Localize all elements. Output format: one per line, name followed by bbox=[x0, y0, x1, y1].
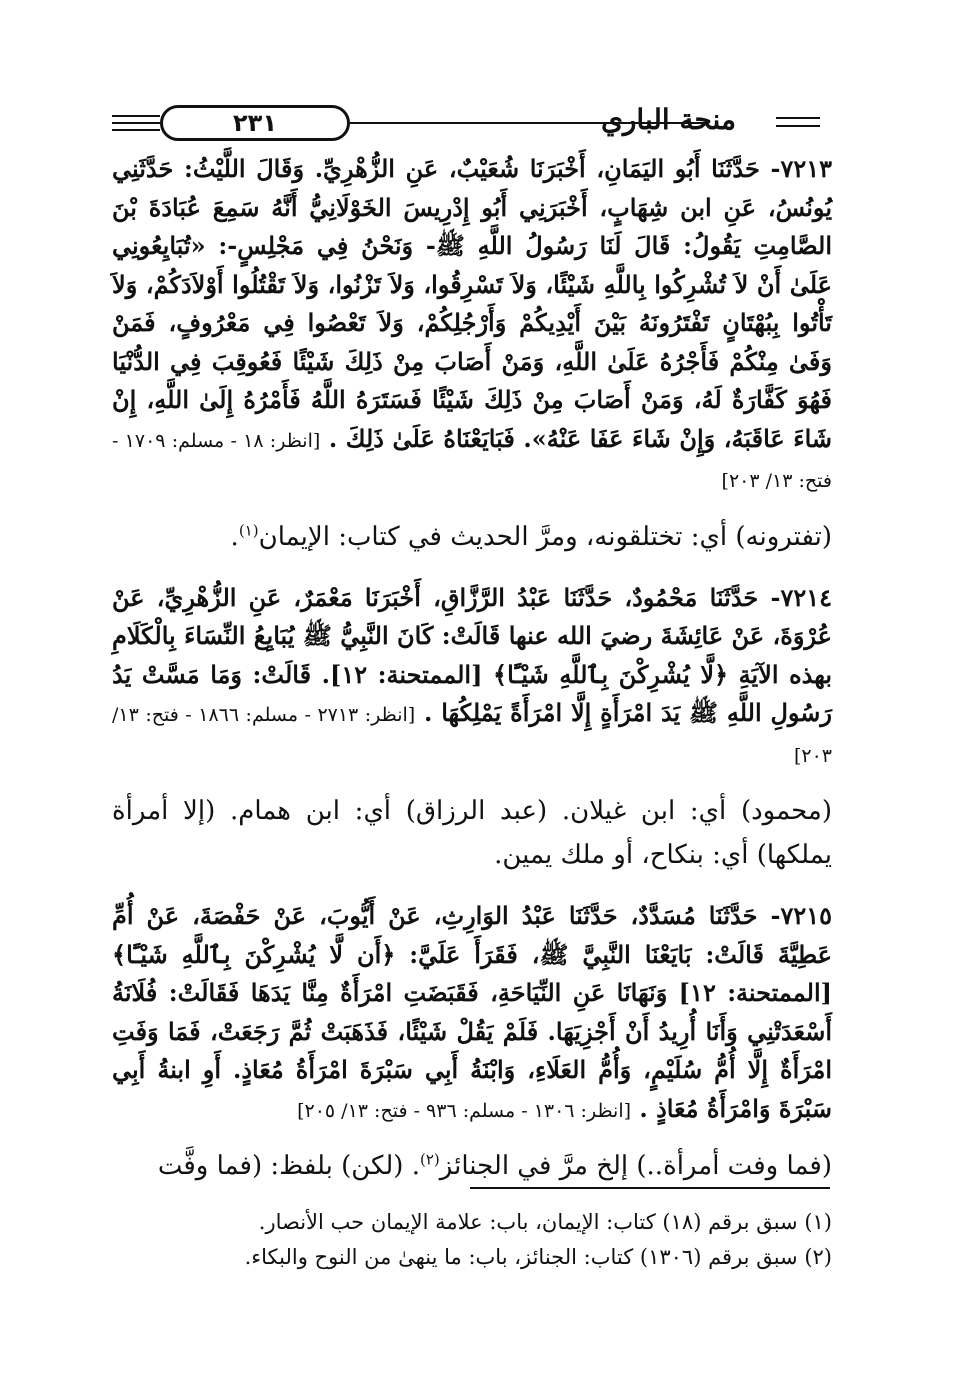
hadith-reference: [انظر: ١٣٠٦ - مسلم: ٩٣٦ - فتح: ١٣/ ٢٠٥] bbox=[297, 1099, 632, 1122]
commentary-text: (تفترونه) أي: تختلقونه، ومرَّ الحديث في كتاب: الإيمان bbox=[258, 521, 832, 552]
footnote-2: (٢) سبق برقم (١٣٠٦) كتاب: الجنائز، باب: ما ينهىٰ من النوح والبكاء. bbox=[244, 1245, 832, 1269]
header-rule-left-top bbox=[112, 115, 160, 117]
header-rule-right-top bbox=[776, 117, 820, 119]
footnote-marker-2: (٢) bbox=[419, 1150, 440, 1169]
page-header bbox=[112, 95, 828, 149]
footnote-1: (١) سبق برقم (١٨) كتاب: الإيمان، باب: علامة الإيمان حب الأنصار. bbox=[258, 1210, 832, 1234]
commentary-7213 bbox=[112, 515, 832, 559]
header-rule-left-bottom bbox=[112, 129, 160, 131]
commentary-end: . bbox=[230, 521, 239, 552]
book-title: منحة الباري bbox=[600, 103, 736, 136]
commentary-text: (محمود) أي: ابن غيلان. (عبد الرزاق) أي: ابن همام. (إلا أمرأة يملكها) أي: بنكاح، أو ملك يمين. bbox=[112, 796, 832, 870]
header-rule-right-bottom bbox=[776, 125, 820, 127]
hadith-7215 bbox=[112, 897, 832, 1130]
hadith-text: ٧٢١٤- حَدَّثَنَا مَحْمُودٌ، حَدَّثَنَا عَبْدُ الرَّزَّاقِ، أَخْبَرَنَا مَعْمَرٌ، عَنِ الزُّهْرِيِّ، عَنْ عُرْوَةَ، عَنْ عَائِشَةَ رضيَ الله عنها قَالَتْ: كَانَ النَّبِيُّ ﷺ يُبَايِعُ النِّسَاءَ بِالْكَلَامِ بهذه الآيَةِ ﴿لَّا يُشْرِكْنَ بِٱللَّهِ شَيْـًٔا﴾ [الممتحنة: ١٢]. قَالَتْ: وَمَا مَسَّتْ يَدُ رَسُولِ اللَّهِ ﷺ يَدَ امْرَأَةٍ إِلَّا امْرَأَةً يَمْلِكُهَا . bbox=[112, 582, 832, 727]
commentary-text: (فما وفت أمرأة..) إلخ مرَّ في الجنائز bbox=[439, 1151, 832, 1181]
hadith-7213 bbox=[112, 150, 832, 501]
main-text bbox=[112, 150, 832, 1208]
commentary-7214 bbox=[112, 789, 832, 877]
hadith-reference: [انظر: ١٨ - مسلم: ١٧٠٩ - فتح: ١٣/ ٢٠٣] bbox=[112, 429, 832, 492]
commentary-continuation: . (لكن) بلفظ: (فما وفَّت bbox=[157, 1151, 420, 1181]
page-number: ٢٣١ bbox=[160, 105, 350, 141]
footnote-marker-1: (١) bbox=[238, 520, 259, 539]
hadith-reference: [انظر: ٢٧١٣ - مسلم: ١٨٦٦ - فتح: ١٣/ ٢٠٣] bbox=[112, 704, 832, 767]
footnote-separator bbox=[470, 1187, 830, 1189]
footnotes bbox=[112, 1205, 832, 1275]
hadith-7214 bbox=[112, 579, 832, 776]
hadith-text: ٧٢١٥- حَدَّثَنَا مُسَدَّدٌ، حَدَّثَنَا عَبْدُ الوَارِثِ، عَنْ أَيُّوبَ، عَنْ حَفْصَةَ، عَنْ أُمِّ عَطِيَّةَ قَالَتْ: بَايَعْنَا النَّبِيَّ ﷺ، فَقَرَأَ عَلَيَّ: ﴿أَن لَّا يُشْرِكْنَ بِٱللَّهِ شَيْـًٔا﴾ [الممتحنة: ١٢] وَنَهَانَا عَنِ النِّيَاحَةِ، فَقَبَضَتِ امْرَأَةٌ مِنَّا يَدَهَا فَقَالَتْ: فُلَانَةُ أَسْعَدَتْنِي وَأَنَا أُرِيدُ أَنْ أَجْزِيَهَا. فَلَمْ يَقُلْ شَيْئًا، فَذَهَبَتْ ثُمَّ رَجَعَتْ، فَمَا وَفَتِ امْرَأَةٌ إِلَّا أُمُّ سُلَيْمٍ، وَأُمُّ العَلَاءِ، وَابْنَةُ أَبِي سَبْرَةَ امْرَأَةُ مُعَاذٍ. أَوِ ابنةُ أَبِي سَبْرَةَ وَامْرَأَةُ مُعَاذٍ . bbox=[112, 901, 832, 1123]
commentary-7215 bbox=[112, 1144, 832, 1188]
hadith-text: ٧٢١٣- حَدَّثَنَا أَبُو اليَمَانِ، أَخْبَرَنَا شُعَيْبٌ، عَنِ الزُّهْرِيِّ. وَقَالَ اللَّيْثُ: حَدَّثَنِي يُونُسُ، عَنِ ابن شِهَابٍ، أَخْبَرَنِي أَبُو إِدْرِيسَ الخَوْلَانِيُّ أَنَّهُ سَمِعَ عُبَادَةَ بْنَ الصَّامِتِ يَقُولُ: قَالَ لَنَا رَسُولُ اللَّهِ ﷺ- وَنَحْنُ فِي مَجْلِسٍ-: «تُبَايِعُونِي عَلَىٰ أَنْ لاَ تُشْرِكُوا بِاللَّهِ شَيْئًا، وَلاَ تَسْرِقُوا، وَلاَ تَزْنُوا، وَلاَ تَقْتُلُوا أَوْلاَدَكُمْ، وَلاَ تَأْتُوا بِبُهْتَانٍ تَفْتَرُونَهُ بَيْنَ أَيْدِيكُمْ وَأَرْجُلِكُمْ، وَلاَ تَعْصُوا فِي مَعْرُوفٍ، فَمَنْ وَفَىٰ مِنْكُمْ فَأَجْرُهُ عَلَىٰ اللَّهِ، وَمَنْ أَصَابَ مِنْ ذَلِكَ شَيْئًا فَعُوقِبَ فِي الدُّنْيَا فَهُوَ كَفَّارَةٌ لَهُ، وَمَنْ أَصَابَ مِنْ ذَلِكَ شَيْئًا فَسَتَرَهُ اللَّهُ فَأَمْرُهُ إِلَىٰ اللَّهِ، إِنْ شَاءَ عَاقَبَهُ، وَإِنْ شَاءَ عَفَا عَنْهُ». فَبَايَعْنَاهُ عَلَىٰ ذَلِكَ . bbox=[112, 154, 832, 453]
header-rule-left-mid bbox=[112, 122, 160, 124]
